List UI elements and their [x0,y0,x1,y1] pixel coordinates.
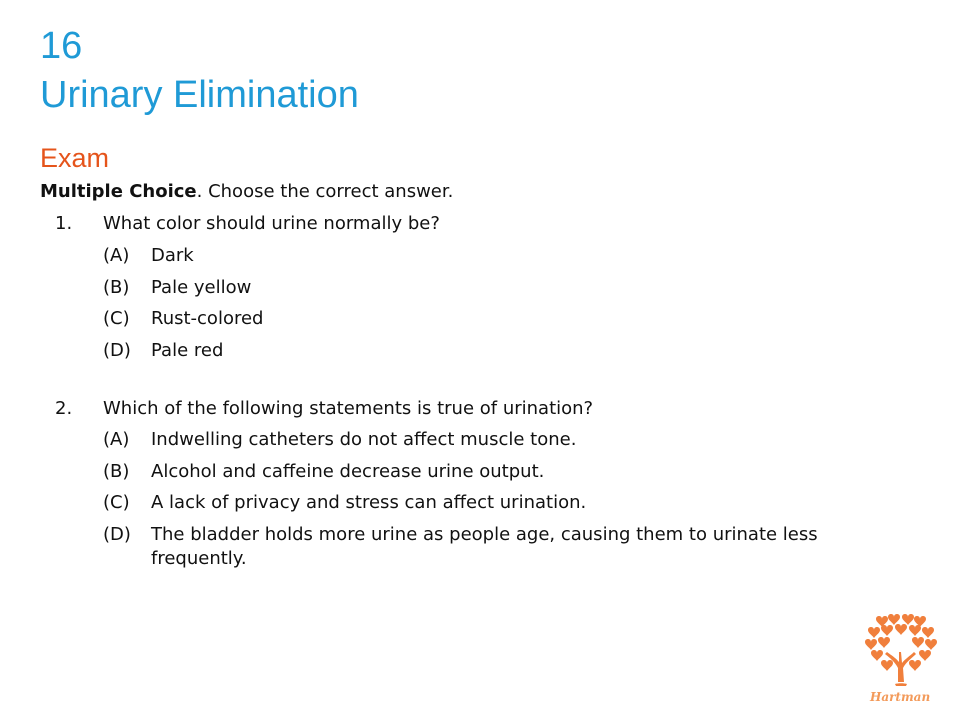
option-text[interactable]: Rust-colored [151,308,264,329]
logo-wordmark: Hartman [870,690,931,704]
option-text[interactable]: Pale red [151,340,224,361]
question-number: 2. [55,398,73,419]
option-letter: (D) [103,524,131,545]
instructions-rest: . Choose the correct answer. [196,181,454,202]
option-letter: (B) [103,277,130,298]
question-number: 1. [55,213,73,234]
option-letter: (B) [103,461,130,482]
option-text[interactable]: A lack of privacy and stress can affect urination. [151,492,587,513]
option-text[interactable]: Dark [151,245,194,266]
option-letter: (C) [103,308,130,329]
instructions [40,180,453,204]
option-text[interactable]: The bladder holds more urine as people age, causing them to urinate less frequently. [151,524,818,569]
option-letter: (D) [103,340,131,361]
chapter-title: Urinary Elimination [40,74,359,116]
question-text: Which of the following statements is true of urination? [103,398,594,419]
chapter-number: 16 [40,25,83,67]
option-text[interactable]: Indwelling catheters do not affect muscle tone. [151,429,577,450]
option-letter: (A) [103,245,130,266]
instructions-bold: Multiple Choice [40,181,197,202]
option-letter: (C) [103,492,130,513]
option-text[interactable]: Pale yellow [151,277,252,298]
option-letter: (A) [103,429,130,450]
option-text[interactable]: Alcohol and caffeine decrease urine output. [151,461,545,482]
section-title: Exam [40,143,110,173]
question-text: What color should urine normally be? [103,213,440,234]
